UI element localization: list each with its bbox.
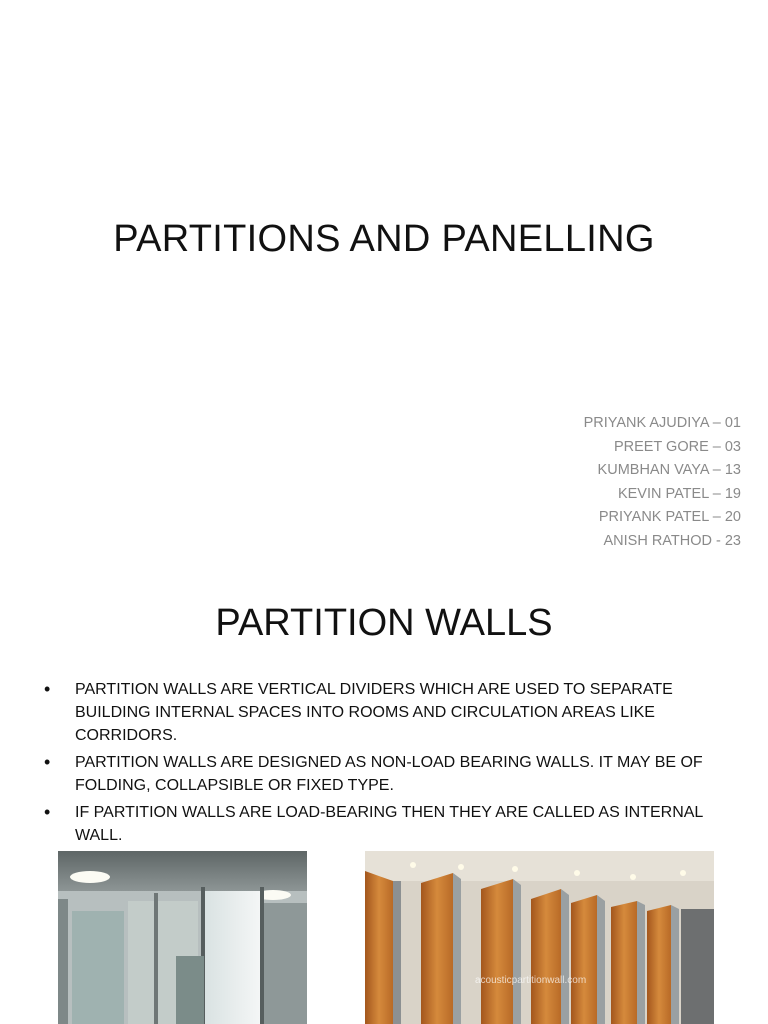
author-list	[584, 412, 741, 554]
slide-title: PARTITION WALLS	[215, 602, 553, 644]
folding-panel-photo	[365, 851, 714, 1024]
presentation-title: PARTITIONS AND PANELLING	[113, 218, 655, 260]
bullet-item: • PARTITION WALLS ARE DESIGNED AS NON-LOAD BEARING WALLS. IT MAY BE OF FOLDING, COLLAPSIBLE OR FIXED TYPE.	[44, 751, 724, 797]
photo-watermark: acousticpartitionwall.com	[475, 975, 587, 986]
glass-partition-illustration	[58, 851, 307, 1024]
author-item: ANISH RATHOD - 23	[603, 532, 741, 549]
slide-partition-walls	[0, 578, 768, 1024]
glass-partition-photo	[58, 851, 307, 1024]
author-item: KEVIN PATEL – 19	[617, 485, 741, 502]
bullet-item: • PARTITION WALLS ARE VERTICAL DIVIDERS WHICH ARE USED TO SEPARATE BUILDING INTERNAL SPACES INTO ROOMS AND CIRCULATION AREAS LIKE CORRIDORS.	[44, 678, 724, 747]
author-item: KUMBHAN VAYA – 13	[597, 462, 741, 479]
author-item: PRIYANK PATEL – 20	[598, 509, 741, 526]
folding-panel-illustration	[365, 851, 714, 1024]
author-item: PREET GORE – 03	[613, 438, 741, 455]
bullet-list	[44, 678, 724, 851]
bullet-item: • IF PARTITION WALLS ARE LOAD-BEARING THEN THEY ARE CALLED AS INTERNAL WALL.	[44, 801, 724, 847]
author-item: PRIYANK AJUDIYA – 01	[583, 415, 741, 431]
